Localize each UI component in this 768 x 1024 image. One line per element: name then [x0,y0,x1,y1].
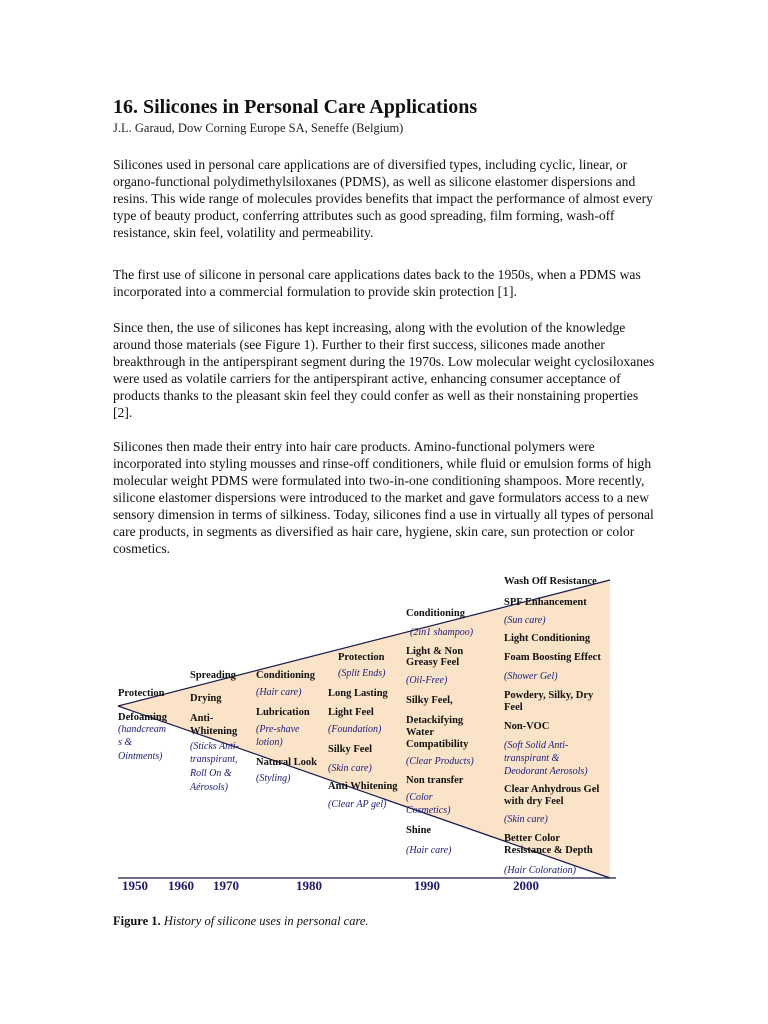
figure-caption [113,914,369,929]
application-example: (Shower Gel) [504,671,558,682]
application-example: Ointments) [118,751,163,762]
paragraph-1: Silicones used in personal care applications are of diversified types, including cyclic, linear, or organo-functional polydimethylsiloxanes (PDMS), as well as silicone elastomer dispersions and resins. This wide range of molecules provides benefits that impact the performance of almost every type of beauty product, conferring attributes such as good spreading, film forming, wash-off resistance, skin feel, volatility and permeability. [113,157,653,240]
application-item: Defoaming [118,712,167,723]
application-item: Better Color [504,833,561,844]
application-item: Shine [406,825,432,836]
application-example: s & [118,737,133,748]
author-line: J.L. Garaud, Dow Corning Europe SA, Seneffe (Belgium) [113,121,404,135]
application-example: transpirant & [504,753,560,764]
application-item: Powdery, Silky, Dry [504,690,594,701]
application-example: (Pre-shave [256,724,300,735]
application-example: (Skin care) [328,763,372,774]
figure-diagram [112,568,616,898]
application-heading: Protection [338,652,385,663]
application-item: Silky Feel [328,744,373,755]
application-heading: Spreading [190,670,236,681]
application-item: Anti Whitening [328,781,398,792]
application-item: Drying [190,693,222,704]
application-example: (Skin care) [504,814,548,825]
application-item: Non-VOC [504,721,550,732]
application-example: (handcream [118,724,166,735]
application-item: Detackifying [406,715,464,726]
year-label: 2000 [513,878,539,893]
application-example: transpirant, [190,754,238,765]
caption-label: Figure 1. [113,914,161,928]
application-item: with dry Feel [504,796,564,807]
application-item: Light Conditioning [504,633,591,644]
application-example: (Clear AP gel) [328,799,387,810]
application-example: (2in1 shampoo) [410,627,474,638]
application-example: (Clear Products) [406,756,474,767]
application-item: Feel [504,702,523,713]
application-example: (Oil-Free) [406,675,448,686]
application-example: lotion) [256,737,283,748]
application-item: Silky Feel, [406,695,453,706]
application-item: Greasy Feel [406,657,460,668]
application-example: (Hair Coloration) [504,865,576,876]
year-label: 1980 [296,878,322,893]
application-heading: Wash Off Resistance [504,576,597,587]
application-item: Light & Non [406,646,464,657]
application-item: Compatibility [406,739,469,750]
application-heading: Protection [118,688,165,699]
application-example: (Sun care) [504,615,546,626]
application-item: Anti- [190,713,214,724]
application-example: (Soft Solid Anti- [504,740,569,751]
year-label: 1950 [122,878,148,893]
paragraph-2: The first use of silicone in personal care applications dates back to the 1950s, when a PDMS was incorporated into a commercial formulation to provide skin protection [1]. [113,267,641,299]
application-item: Water [406,727,434,738]
application-item: Lubrication [256,707,310,718]
application-example: (Styling) [256,773,291,784]
application-heading: Conditioning [256,670,315,681]
application-item: Foam Boosting Effect [504,652,601,663]
paragraph-4: Silicones then made their entry into hair care products. Amino-functional polymers were incorporated into styling mousses and rinse-off conditioners, while fluid or emulsion forms of high molecular weight PDMS were formulated into two-in-one conditioning shampoos. More recently, silicone elastomer dispersions were introduced to the market and gave formulators access to a new sensory dimension in terms of silkiness. Today, silicones find a use in virtually all types of personal care products, in segments as diversified as hair care, hygiene, skin care, sun protection or color cosmetics. [113,439,654,556]
application-item: SPF Enhancement [504,597,587,608]
application-example: (Sticks Anti- [190,741,239,752]
application-example: Roll On & [190,768,232,779]
application-item: Natural Look [256,757,317,768]
application-heading: Conditioning [406,608,465,619]
application-example: Deodorant Aerosols) [504,766,588,777]
year-label: 1970 [213,878,239,893]
application-example: (Hair care) [406,845,452,856]
application-example: Cosmetics) [406,805,451,816]
article-title: 16. Silicones in Personal Care Applications [113,96,478,118]
year-label: 1960 [168,878,194,893]
application-example: (Split Ends) [338,668,386,679]
application-item: Light Feel [328,707,374,718]
application-item: Non transfer [406,775,464,786]
application-item: Whitening [190,726,238,737]
application-item: Clear Anhydrous Gel [504,784,600,795]
application-item: Long Lasting [328,688,388,699]
caption-text: History of silicone uses in personal care. [163,914,369,928]
paragraph-3: Since then, the use of silicones has kept increasing, along with the evolution of the knowledge around those materials (see Figure 1). Further to their first success, silicones made another breakthrough in the antiperspirant segment during the 1970s. Low molecular weight cyclosiloxanes were used as volatile carriers for the antiperspirant active, enhancing consumer acceptance of products thanks to the pleasant skin feel they could confer as well as their nonstaining properties [2]. [113,320,655,420]
application-example: Aérosols) [190,782,228,793]
application-example: (Foundation) [328,724,382,735]
application-item: Resistance & Depth [504,845,593,856]
silicone-history-figure [112,568,616,898]
year-label: 1990 [414,878,440,893]
application-example: (Hair care) [256,687,302,698]
application-example: (Color [406,792,433,803]
